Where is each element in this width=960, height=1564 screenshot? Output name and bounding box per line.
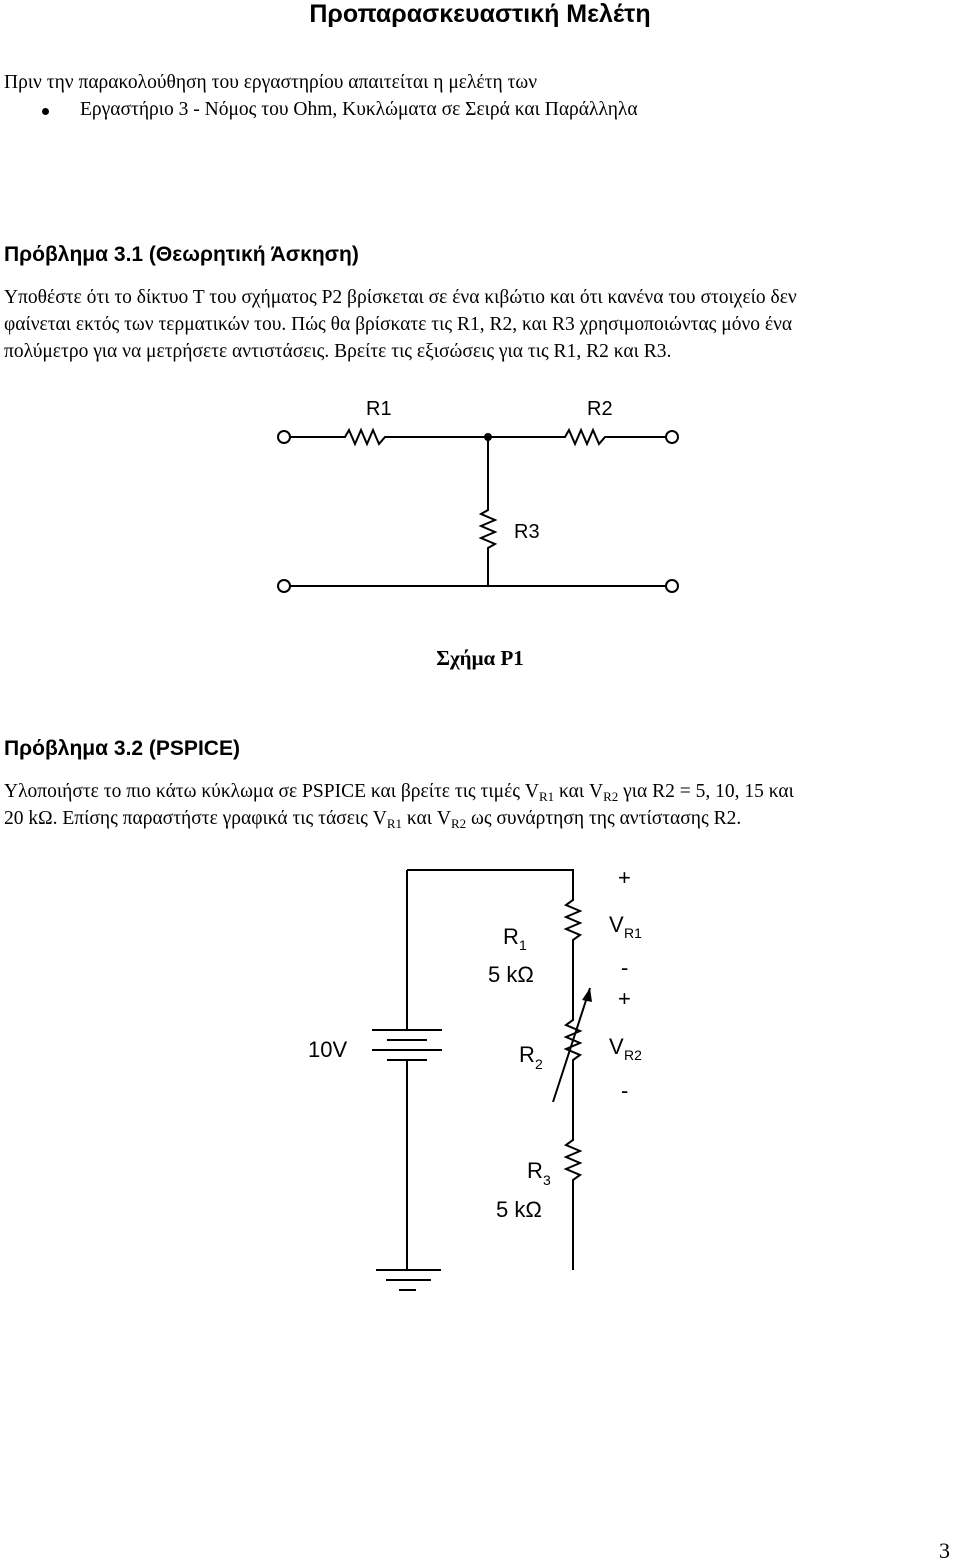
source-label: 10V <box>308 1037 348 1062</box>
problem1-line1: Υποθέστε ότι το δίκτυο Τ του σχήματος Ρ2 βρίσκεται σε ένα κιβώτιο και ότι κανένα του στοιχείο δεν <box>4 287 797 308</box>
vr2-index: R2 <box>624 1047 642 1063</box>
bullet-dot <box>42 108 49 115</box>
vr1-plus: + <box>618 865 631 890</box>
r1-letter: R <box>503 924 519 949</box>
problem2-line1: Υλοποιήστε το πιο κάτω κύκλωμα σε PSPICE και βρείτε τις τιμές $V_{R1}$ και $V_{R2}$ για R2 = 5, 10, 15 και <box>4 781 794 804</box>
series-circuit-figure <box>0 850 960 1300</box>
r3-label: R3 <box>514 521 540 543</box>
vr2-plus: + <box>618 986 631 1011</box>
top-wire-with-r1-r2 <box>290 430 666 444</box>
intro-text: Πριν την παρακολούθηση του εργαστηρίου απαιτείται η μελέτη των <box>4 72 538 93</box>
r1-value: 5 kΩ <box>488 962 534 987</box>
r2-variable-arrow <box>553 988 590 1102</box>
r2-letter: R <box>519 1042 535 1067</box>
junction-dot <box>484 433 492 441</box>
figure1-caption: Σχήμα Ρ1 <box>436 646 524 670</box>
terminal-bottom-right <box>666 580 678 592</box>
vr2-minus: - <box>621 1078 629 1103</box>
r3-branch <box>481 437 495 586</box>
r1-index: 1 <box>519 937 527 953</box>
r1-label: R1 <box>366 398 392 420</box>
t-network-figure <box>0 380 960 620</box>
problem2-heading: Πρόβλημα 3.2 (PSPICE) <box>4 737 240 760</box>
bullet-item: Εργαστήριο 3 - Νόμος του Ohm, Κυκλώματα σε Σειρά και Παράλληλα <box>80 99 638 120</box>
r3-index: 3 <box>543 1172 551 1188</box>
arrow-head <box>582 988 592 1002</box>
vr1-letter: V <box>609 912 624 937</box>
terminal-top-right <box>666 431 678 443</box>
vr1-minus: - <box>621 955 629 980</box>
terminal-bottom-left <box>278 580 290 592</box>
vr1-index: R1 <box>624 925 642 941</box>
r3-value: 5 kΩ <box>496 1197 542 1222</box>
problem1-line2: φαίνεται εκτός των τερματικών του. Πώς θα βρίσκατε τις R1, R2, και R3 χρησιμοποιώντας μόνο ένα <box>4 314 793 335</box>
right-branch-r1-r2-r3 <box>407 870 580 1270</box>
problem2-line2: 20 kΩ. Επίσης παραστήστε γραφικά τις τάσεις $V_{R1}$ και $V_{R2}$ ως συνάρτηση της αντίστασης R2. <box>4 808 742 831</box>
problem1-line3: πολύμετρο για να μετρήσετε αντιστάσεις. Βρείτε τις εξισώσεις για τις R1, R2 και R3. <box>4 341 672 362</box>
page-title: Προπαρασκευαστική Μελέτη <box>309 0 651 28</box>
problem1-heading: Πρόβλημα 3.1 (Θεωρητική Άσκηση) <box>4 243 359 266</box>
r3-letter: R <box>527 1158 543 1183</box>
terminal-top-left <box>278 431 290 443</box>
page-number: 3 <box>939 1538 950 1563</box>
r2-label: R2 <box>587 398 613 420</box>
vr2-letter: V <box>609 1034 624 1059</box>
r2-index: 2 <box>535 1056 543 1072</box>
